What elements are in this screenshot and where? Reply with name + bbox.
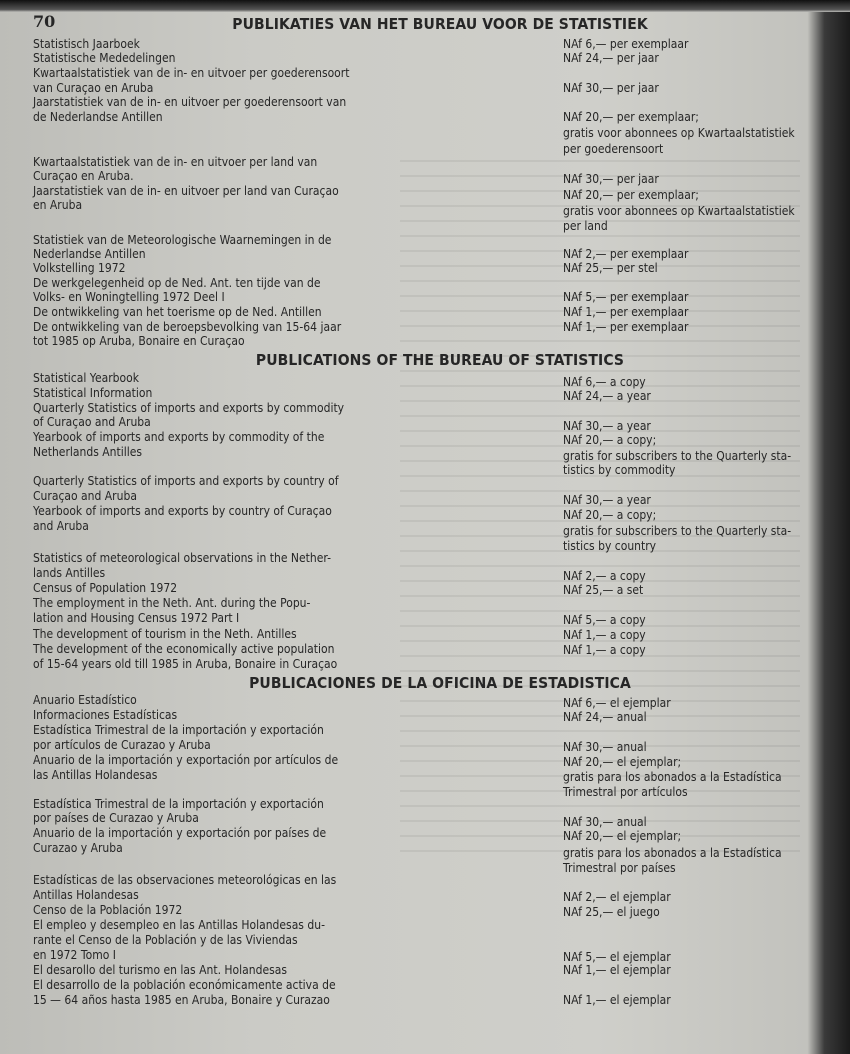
publication-price: tistics by commodity <box>563 463 676 477</box>
publication-title: of 15-64 years old till 1985 in Aruba, Bonaire in Curaçao <box>33 657 338 671</box>
publication-price: gratis voor abonnees op Kwartaalstatistiek <box>563 204 795 218</box>
publication-title: Censo de la Población 1972 <box>33 903 183 917</box>
publication-price: NAf 25,— el juego <box>563 905 660 919</box>
publication-price: NAf 24,— per jaar <box>563 51 659 65</box>
publication-title: por artículos de Curazao y Aruba <box>33 738 211 752</box>
publication-title: Volks- en Woningtelling 1972 Deel I <box>33 290 225 304</box>
publication-title: lation and Housing Census 1972 Part I <box>33 611 240 625</box>
publication-price: NAf 30,— per jaar <box>563 172 659 186</box>
publication-price: gratis para los abonados a la Estadística <box>563 846 782 860</box>
publication-title: De werkgelegenheid op de Ned. Ant. ten tijde van de <box>33 276 321 290</box>
publication-title: El desarollo del turismo en las Ant. Holandesas <box>33 963 287 977</box>
publication-title: and Aruba <box>33 519 89 533</box>
publication-title: Census of Population 1972 <box>33 581 178 595</box>
publication-price: NAf 6,— per exemplaar <box>563 37 689 51</box>
publication-title: Curazao y Aruba <box>33 841 123 855</box>
publication-title: las Antillas Holandesas <box>33 768 158 782</box>
publication-title: The development of the economically active population <box>33 642 335 656</box>
publication-price: gratis para los abonados a la Estadística <box>563 770 782 784</box>
heading-spanish: PUBLICACIONES DE LA OFICINA DE ESTADISTICA <box>249 674 631 692</box>
publication-title: tot 1985 op Aruba, Bonaire en Curaçao <box>33 334 245 348</box>
publication-price: NAf 1,— a copy <box>563 643 646 657</box>
publication-price: NAf 24,— anual <box>563 710 647 724</box>
publication-price: NAf 20,— el ejemplar; <box>563 829 682 843</box>
publication-price: NAf 20,— per exemplaar; <box>563 188 699 202</box>
publication-title: Netherlands Antilles <box>33 445 143 459</box>
publication-title: Estadística Trimestral de la importación y exportación <box>33 723 324 737</box>
publication-title: Volkstelling 1972 <box>33 261 126 275</box>
heading-english: PUBLICATIONS OF THE BUREAU OF STATISTICS <box>255 351 625 369</box>
publication-title: Estadística Trimestral de la importación y exportación <box>33 797 324 811</box>
publication-price: NAf 1,— el ejemplar <box>563 993 671 1007</box>
publication-title: The development of tourism in the Neth. Antilles <box>33 627 297 641</box>
publication-title: De ontwikkeling van de beroepsbevolking van 15-64 jaar <box>33 320 342 334</box>
publication-price: NAf 30,— per jaar <box>563 81 659 95</box>
publication-title: El empleo y desempleo en las Antillas Holandesas du- <box>33 918 325 932</box>
publication-price: NAf 20,— el ejemplar; <box>563 755 682 769</box>
publication-title: Statistics of meteorological observations in the Nether- <box>33 551 332 565</box>
publication-title: Kwartaalstatistiek van de in- en uitvoer per goederensoort <box>33 66 350 80</box>
publication-title: 15 — 64 años hasta 1985 en Aruba, Bonaire y Curazao <box>33 993 330 1007</box>
publication-title: Yearbook of imports and exports by country of Curaçao <box>33 504 332 518</box>
publication-title: of Curaçao and Aruba <box>33 415 151 429</box>
publication-title: Statistiek van de Meteorologische Waarnemingen in de <box>33 233 332 247</box>
publication-title: El desarrollo de la población económicamente activa de <box>33 978 336 992</box>
publication-title: en Aruba <box>33 198 83 212</box>
publication-price: NAf 30,— anual <box>563 815 647 829</box>
publication-title: Kwartaalstatistiek van de in- en uitvoer per land van <box>33 155 318 169</box>
publication-price: NAf 30,— a year <box>563 493 651 507</box>
publication-title: Yearbook of imports and exports by commodity of the <box>33 430 325 444</box>
publication-price: NAf 1,— per exemplaar <box>563 320 689 334</box>
publication-title: De ontwikkeling van het toerisme op de Ned. Antillen <box>33 305 322 319</box>
publication-title: Anuario de la importación y exportación por países de <box>33 826 327 840</box>
publication-title: Curaçao and Aruba <box>33 489 137 503</box>
publication-price: tistics by country <box>563 539 657 553</box>
publication-price: NAf 20,— per exemplaar; <box>563 110 699 124</box>
heading-dutch: PUBLIKATIES VAN HET BUREAU VOOR DE STATISTIEK <box>232 15 648 33</box>
publication-title: por países de Curazao y Aruba <box>33 811 199 825</box>
publication-title: de Nederlandse Antillen <box>33 110 163 124</box>
publication-price: NAf 6,— el ejemplar <box>563 696 671 710</box>
publication-title: Quarterly Statistics of imports and exports by country of <box>33 474 339 488</box>
publication-price: NAf 2,— per exemplaar <box>563 247 689 261</box>
publication-title: Estadísticas de las observaciones meteorológicas en las <box>33 873 337 887</box>
publication-price: Trimestral por artículos <box>563 785 688 799</box>
publication-title: Quarterly Statistics of imports and exports by commodity <box>33 401 345 415</box>
publication-price: NAf 25,— a set <box>563 583 644 597</box>
publication-price: NAf 5,— a copy <box>563 613 646 627</box>
publication-price: per goederensoort <box>563 142 664 156</box>
publication-title: Informaciones Estadísticas <box>33 708 178 722</box>
publication-price: gratis voor abonnees op Kwartaalstatistiek <box>563 126 795 140</box>
page-number: 70 <box>33 12 56 31</box>
publication-title: Nederlandse Antillen <box>33 247 146 261</box>
publication-title: Statistical Information <box>33 386 153 400</box>
publication-price: Trimestral por países <box>563 861 676 875</box>
publication-title: rante el Censo de la Población y de las Viviendas <box>33 933 298 947</box>
publication-title: Statistisch Jaarboek <box>33 37 140 51</box>
publication-title: Curaçao en Aruba. <box>33 169 134 183</box>
publication-title: Statistische Mededelingen <box>33 51 176 65</box>
publication-price: NAf 5,— el ejemplar <box>563 950 671 964</box>
publication-title: lands Antilles <box>33 566 106 580</box>
publication-title: van Curaçao en Aruba <box>33 81 154 95</box>
publication-price: per land <box>563 219 608 233</box>
publication-price: NAf 20,— a copy; <box>563 433 657 447</box>
publication-price: NAf 1,— per exemplaar <box>563 305 689 319</box>
publication-title: The employment in the Neth. Ant. during the Popu- <box>33 596 311 610</box>
publication-price: NAf 5,— per exemplaar <box>563 290 689 304</box>
publication-price: NAf 2,— el ejemplar <box>563 890 671 904</box>
publication-title: Anuario Estadístico <box>33 693 137 707</box>
publication-price: gratis for subscribers to the Quarterly sta- <box>563 449 792 463</box>
publication-price: gratis for subscribers to the Quarterly sta- <box>563 524 792 538</box>
publication-price: NAf 20,— a copy; <box>563 508 657 522</box>
publication-price: NAf 30,— a year <box>563 419 651 433</box>
publication-title: en 1972 Tomo I <box>33 948 116 962</box>
publication-title: Antillas Holandesas <box>33 888 139 902</box>
publication-price: NAf 1,— a copy <box>563 628 646 642</box>
publication-title: Jaarstatistiek van de in- en uitvoer per goederensoort van <box>33 95 347 109</box>
publication-title: Anuario de la importación y exportación por artículos de <box>33 753 339 767</box>
publication-price: NAf 25,— per stel <box>563 261 658 275</box>
publication-price: NAf 2,— a copy <box>563 569 646 583</box>
publication-price: NAf 30,— anual <box>563 740 647 754</box>
publication-price: NAf 1,— el ejemplar <box>563 963 671 977</box>
scan-top-edge <box>0 0 850 12</box>
publication-price: NAf 6,— a copy <box>563 375 646 389</box>
publication-price: NAf 24,— a year <box>563 389 651 403</box>
publication-title: Jaarstatistiek van de in- en uitvoer per land van Curaçao <box>33 184 339 198</box>
publication-title: Statistical Yearbook <box>33 371 139 385</box>
